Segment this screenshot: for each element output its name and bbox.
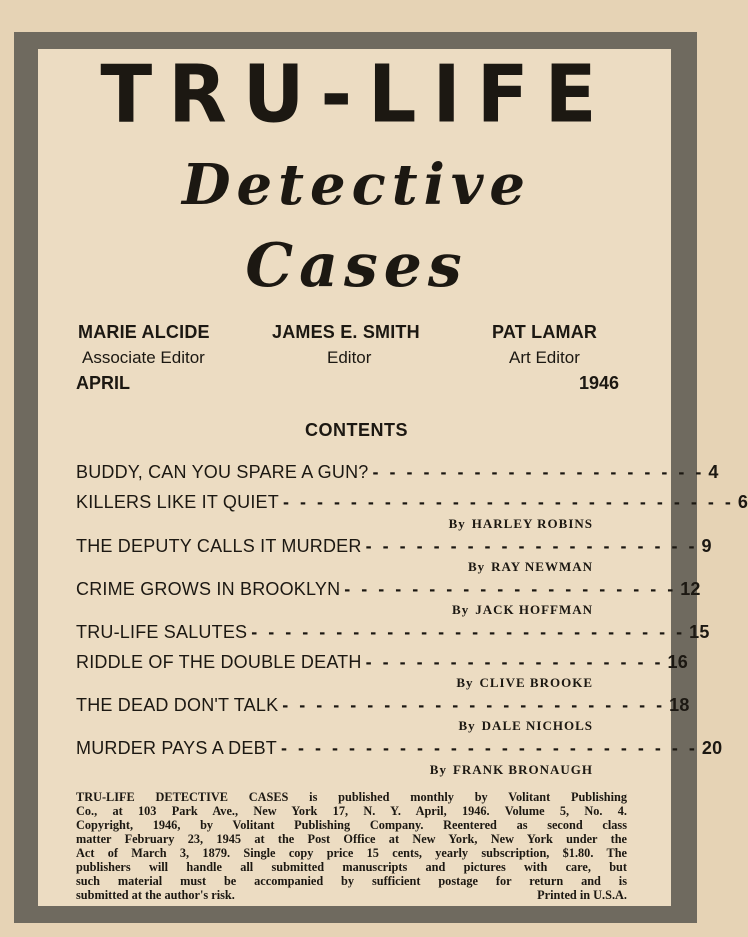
story-author: DALE NICHOLS [481, 718, 593, 733]
story-title: THE DEAD DON'T TALK [76, 695, 279, 715]
story-author: RAY NEWMAN [491, 559, 593, 574]
publication-line: matter February 23, 1945 at the Post Office at New York, New York under the [76, 832, 627, 846]
story-author: HARLEY ROBINS [471, 516, 593, 531]
contents-item[interactable] [76, 652, 688, 674]
contents-item[interactable] [76, 622, 710, 644]
issue-year: 1946 [579, 373, 620, 393]
contents-heading: CONTENTS [305, 420, 408, 440]
publication-line: publishers will handle all submitted manuscripts and pictures with care, but [76, 860, 627, 874]
story-title: TRU-LIFE SALUTES [76, 622, 248, 642]
issue-month: APRIL [76, 373, 130, 393]
contents-item[interactable] [76, 695, 690, 717]
masthead-subtitle-detective: Detective [181, 152, 532, 218]
editor-role-associate: Associate Editor [82, 348, 205, 367]
contents-item[interactable] [76, 462, 719, 484]
publication-last-line [76, 888, 627, 902]
story-author: FRANK BRONAUGH [452, 762, 593, 777]
by-label: By [458, 718, 476, 733]
publication-line: Act of March 3, 1879. Single copy price 15 cents, yearly subscription, $1.80. The [76, 846, 627, 860]
story-title: BUDDY, CAN YOU SPARE A GUN? [76, 462, 369, 482]
story-byline [456, 675, 593, 691]
leader-dots: - - - - - - - - - - - - - - - - - - - - - - - [282, 695, 666, 715]
publication-line: submitted at the author's risk. [76, 888, 235, 902]
story-page: 9 [701, 536, 712, 556]
publication-statement [76, 790, 627, 902]
contents-item[interactable] [76, 738, 723, 760]
by-label: By [452, 602, 470, 617]
publication-line: Co., at 103 Park Ave., New York 17, N. Y. April, 1946. Volume 5, No. 4. [76, 804, 627, 818]
story-page: 4 [708, 462, 719, 482]
leader-dots: - - - - - - - - - - - - - - - - - - - - [365, 536, 698, 556]
by-label: By [448, 516, 466, 531]
story-title: KILLERS LIKE IT QUIET [76, 492, 279, 512]
story-title: MURDER PAYS A DEBT [76, 738, 277, 758]
publication-line: TRU-LIFE DETECTIVE CASES is published monthly by Volitant Publishing [76, 790, 627, 804]
by-label: By [456, 675, 474, 690]
leader-dots: - - - - - - - - - - - - - - - - - - - - - - - - - [280, 738, 698, 758]
leader-dots: - - - - - - - - - - - - - - - - - - - - - - - - - - - [282, 492, 734, 512]
by-label: By [429, 762, 447, 777]
story-page: 18 [669, 695, 690, 715]
story-author: CLIVE BROOKE [479, 675, 593, 690]
publication-line: Copyright, 1946, by Volitant Publishing Company. Reentered as second class [76, 818, 627, 832]
contents-item[interactable] [76, 579, 701, 601]
story-author: JACK HOFFMAN [475, 602, 593, 617]
leader-dots: - - - - - - - - - - - - - - - - - - [365, 652, 664, 672]
masthead-subtitle-cases: Cases [245, 231, 468, 301]
editor-name-chief: JAMES E. SMITH [272, 322, 420, 342]
publication-line: such material must be accompanied by sufficient postage for return and is [76, 874, 627, 888]
story-byline [449, 516, 593, 532]
story-title: CRIME GROWS IN BROOKLYN [76, 579, 341, 599]
editor-role-chief: Editor [327, 348, 372, 367]
by-label: By [467, 559, 486, 574]
editor-role-art: Art Editor [509, 348, 580, 367]
story-byline [468, 559, 593, 575]
editor-name-art: PAT LAMAR [492, 322, 598, 342]
contents-item[interactable] [76, 536, 712, 558]
story-title: THE DEPUTY CALLS IT MURDER [76, 536, 362, 556]
story-page: 20 [701, 738, 723, 758]
contents-item[interactable] [76, 492, 748, 514]
masthead-title: TRU-LIFE [100, 46, 613, 141]
story-title: RIDDLE OF THE DOUBLE DEATH [76, 652, 362, 672]
story-byline [430, 762, 593, 778]
leader-dots: - - - - - - - - - - - - - - - - - - - - [344, 579, 677, 599]
editor-name-associate: MARIE ALCIDE [78, 322, 210, 342]
story-byline [459, 718, 594, 734]
story-page: 6 [737, 492, 748, 512]
story-byline [452, 602, 593, 618]
story-page: 16 [667, 652, 688, 672]
story-page: 15 [689, 622, 710, 642]
leader-dots: - - - - - - - - - - - - - - - - - - - - - - - - - - [251, 622, 686, 642]
printed-in-note: Printed in U.S.A. [537, 888, 627, 902]
leader-dots: - - - - - - - - - - - - - - - - - - - - [372, 462, 705, 482]
story-page: 12 [680, 579, 701, 599]
